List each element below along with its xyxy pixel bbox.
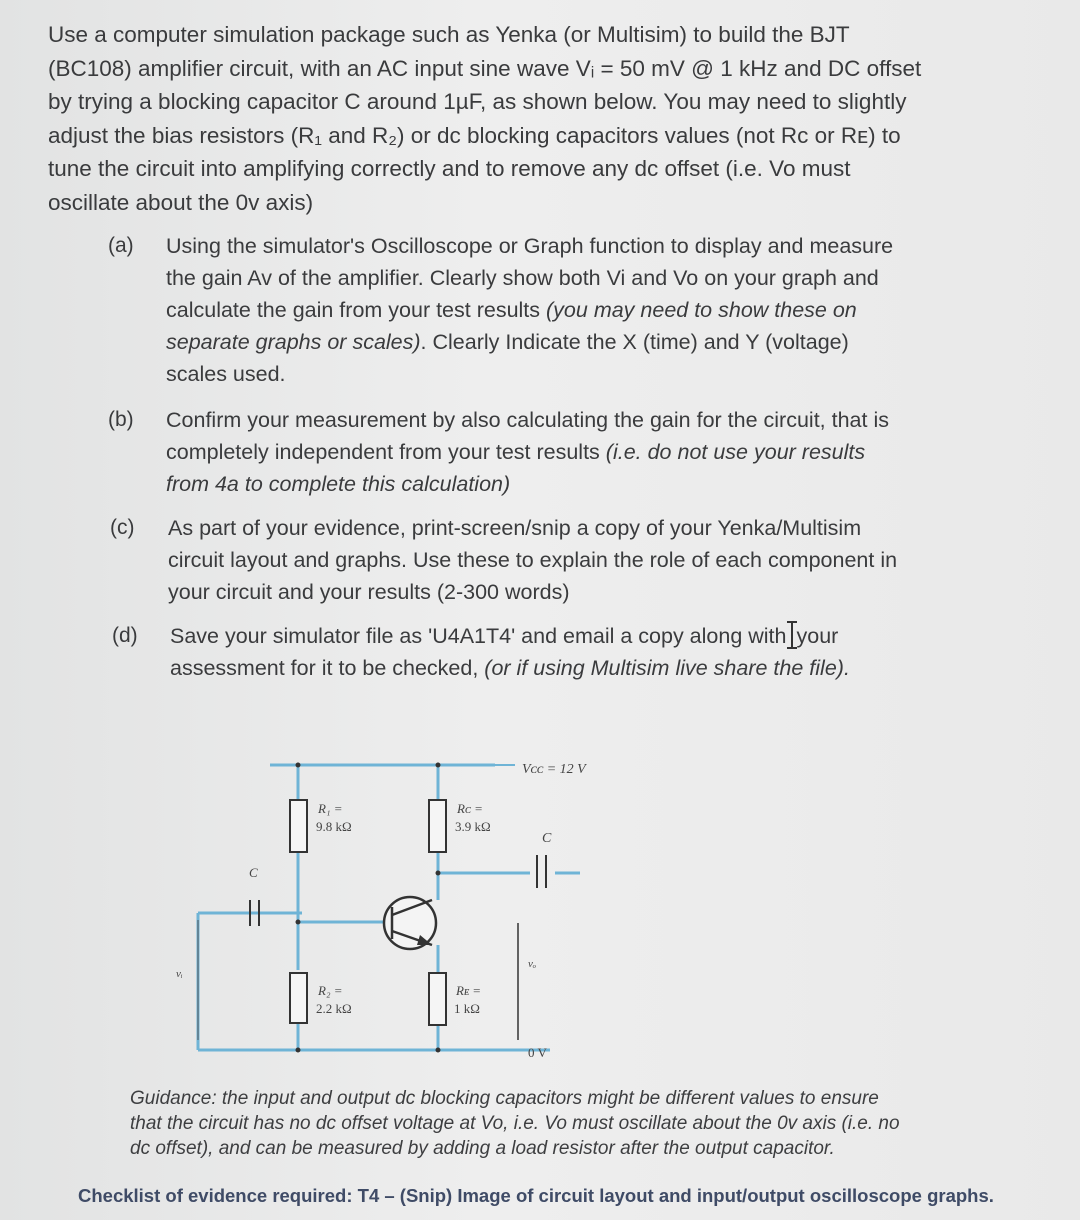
ground-label: 0 V <box>528 1045 547 1060</box>
input-capacitor-label: C <box>249 865 258 880</box>
task-text <box>166 404 996 500</box>
intro-paragraph <box>48 18 1038 219</box>
task-text <box>166 230 996 390</box>
rc-value-label: 3.9 kΩ <box>455 819 491 834</box>
task-italic-span: separate graphs or scales) <box>166 330 421 354</box>
evidence-checklist: Checklist of evidence required: T4 – (Snip) Image of circuit layout and input/output oscilloscope graphs. <box>78 1185 994 1206</box>
output-capacitor-label: C <box>542 831 552 846</box>
task-line: Using the simulator's Oscilloscope or Graph function to display and measure <box>166 234 894 258</box>
junction-dot <box>436 871 441 876</box>
guidance-line: dc offset), and can be measured by adding a load resistor after the output capacitor. <box>130 1138 835 1159</box>
task-text-span: completely independent from your test results <box>166 440 606 464</box>
intro-line: Use a computer simulation package such as Yenka (or Multisim) to build the BJT <box>48 22 850 47</box>
task-label: (d) <box>112 624 138 647</box>
rc-resistor <box>429 800 446 852</box>
task-label: (a) <box>108 234 134 257</box>
task-line: scales used. <box>166 362 286 386</box>
task-line: circuit layout and graphs. Use these to explain the role of each component in <box>168 548 898 572</box>
junction-dot <box>296 763 301 768</box>
junction-dot <box>436 763 441 768</box>
task-label: (c) <box>110 516 135 539</box>
re-name-label: Rᴇ = <box>456 983 482 998</box>
guidance-line: Guidance: the input and output dc blocking capacitors might be different values to ensure <box>130 1088 879 1109</box>
task-text-span: . Clearly Indicate the X (time) and Y (voltage) <box>420 330 849 354</box>
r1-name-label: R₁ = <box>318 801 343 816</box>
rc-name-label: Rᴄ = <box>457 801 483 816</box>
task-text-span: your <box>796 624 839 648</box>
task-italic-span: (or if using Multisim live share the file). <box>484 656 850 680</box>
task-line <box>166 436 996 468</box>
junction-dot <box>296 1048 301 1053</box>
task-line: the gain Av of the amplifier. Clearly show both Vi and Vo on your graph and <box>166 266 879 290</box>
re-value-label: 1 kΩ <box>454 1001 480 1016</box>
task-italic-span: from 4a to complete this calculation) <box>166 472 511 496</box>
task-italic-span: (you may need to show these on <box>546 298 857 322</box>
task-text <box>168 512 998 608</box>
r1-resistor <box>290 800 307 852</box>
task-line <box>166 294 996 326</box>
task-line: Confirm your measurement by also calculating the gain for the circuit, that is <box>166 408 889 432</box>
intro-line: (BC108) amplifier circuit, with an AC input sine wave Vᵢ = 50 mV @ 1 kHz and DC offset <box>48 55 922 81</box>
guidance-line: that the circuit has no dc offset voltage at Vo, i.e. Vo must oscillate about the 0v axis (i.e. no <box>130 1113 900 1134</box>
junction-dot <box>436 1048 441 1053</box>
vo-label: vₒ <box>528 958 537 970</box>
task-item-d <box>112 620 1000 684</box>
re-resistor <box>429 973 446 1025</box>
task-item-a <box>108 230 996 390</box>
guidance-note <box>130 1086 1080 1161</box>
task-line <box>166 326 996 358</box>
task-text-span: Save your simulator file as 'U4A1T4' and email a copy along with <box>170 624 787 648</box>
text-cursor-icon <box>787 621 797 649</box>
r2-name-label: R₂ = <box>318 983 343 998</box>
task-italic-span: (i.e. do not use your results <box>605 440 866 464</box>
task-text-span: calculate the gain from your test results <box>166 298 547 322</box>
task-text-span: assessment for it to be checked, <box>170 656 485 680</box>
r1-value-label: 9.8 kΩ <box>316 819 352 834</box>
task-line: As part of your evidence, print-screen/snip a copy of your Yenka/Multisim <box>168 516 862 540</box>
task-label: (b) <box>108 408 134 431</box>
task-line <box>170 620 1000 652</box>
task-item-b <box>108 404 996 500</box>
vcc-label: Vᴄᴄ = 12 V <box>522 762 586 777</box>
r2-resistor <box>290 973 307 1023</box>
intro-line: adjust the bias resistors (R₁ and R₂) or dc blocking capacitors values (not Rᴄ or Rᴇ) to <box>48 122 901 148</box>
task-text <box>170 620 1000 684</box>
task-line <box>166 468 996 500</box>
task-item-c <box>110 512 998 608</box>
vi-label: vᵢ <box>176 968 183 980</box>
intro-line: by trying a blocking capacitor C around 1µF, as shown below. You may need to slightly <box>48 89 907 114</box>
task-line <box>170 652 1000 684</box>
bjt-amplifier-circuit-diagram <box>170 745 620 1085</box>
junction-dot <box>296 920 301 925</box>
intro-line: tune the circuit into amplifying correctly and to remove any dc offset (i.e. Vo must <box>48 156 851 181</box>
r2-value-label: 2.2 kΩ <box>316 1001 352 1016</box>
bjt-transistor-symbol <box>384 897 436 949</box>
intro-line: oscillate about the 0v axis) <box>48 189 314 215</box>
task-line: your circuit and your results (2-300 words) <box>168 580 570 604</box>
